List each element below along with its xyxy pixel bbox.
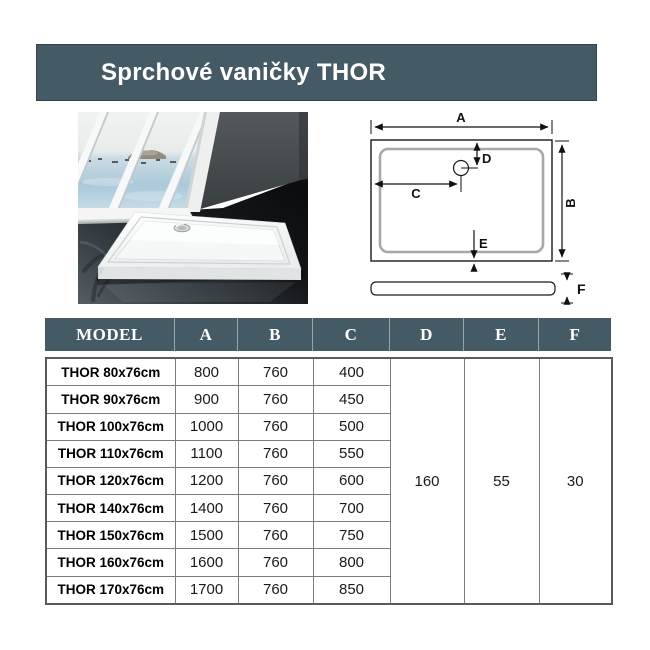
value-b: 760 [238, 576, 313, 604]
value-a: 900 [175, 386, 238, 413]
value-c: 500 [313, 413, 390, 440]
header-f: F [538, 318, 611, 351]
value-c: 700 [313, 495, 390, 522]
tray-outline [371, 140, 552, 261]
value-a: 1000 [175, 413, 238, 440]
shared-value-f: 30 [539, 358, 612, 604]
shower-tray [96, 212, 305, 285]
value-b: 760 [238, 386, 313, 413]
value-c: 850 [313, 576, 390, 604]
table-header [45, 318, 611, 351]
product-photo [78, 112, 308, 304]
dimension-diagram [358, 108, 600, 308]
header-c: C [312, 318, 389, 351]
model-cell: THOR 140x76cm [46, 495, 175, 522]
dim-label-a: A [456, 110, 466, 125]
value-a: 1600 [175, 549, 238, 576]
dim-label-c: C [411, 186, 421, 201]
model-cell: THOR 150x76cm [46, 522, 175, 549]
value-b: 760 [238, 549, 313, 576]
value-c: 750 [313, 522, 390, 549]
value-b: 760 [238, 495, 313, 522]
tray-side-profile [371, 282, 555, 295]
value-c: 400 [313, 358, 390, 386]
model-cell: THOR 80x76cm [46, 358, 175, 386]
table-row [46, 358, 612, 386]
value-b: 760 [238, 467, 313, 494]
header-b: B [237, 318, 312, 351]
value-a: 1200 [175, 467, 238, 494]
model-cell: THOR 170x76cm [46, 576, 175, 604]
value-c: 550 [313, 440, 390, 467]
value-b: 760 [238, 413, 313, 440]
model-cell: THOR 100x76cm [46, 413, 175, 440]
model-cell: THOR 160x76cm [46, 549, 175, 576]
shared-value-e: 55 [464, 358, 539, 604]
dim-label-e: E [479, 236, 488, 251]
value-c: 450 [313, 386, 390, 413]
value-a: 1500 [175, 522, 238, 549]
value-b: 760 [238, 358, 313, 386]
model-cell: THOR 90x76cm [46, 386, 175, 413]
model-cell: THOR 120x76cm [46, 467, 175, 494]
value-c: 600 [313, 467, 390, 494]
spec-table [45, 357, 613, 605]
dim-label-f: F [577, 281, 586, 297]
value-b: 760 [238, 522, 313, 549]
header-a: A [174, 318, 237, 351]
header-model: MODEL [76, 324, 143, 344]
value-b: 760 [238, 440, 313, 467]
value-a: 1400 [175, 495, 238, 522]
value-a: 1100 [175, 440, 238, 467]
value-a: 800 [175, 358, 238, 386]
dim-label-b: B [563, 198, 578, 208]
shared-value-d: 160 [390, 358, 464, 604]
model-cell: THOR 110x76cm [46, 440, 175, 467]
page-title: Sprchové vaničky THOR [36, 44, 597, 101]
header-e: E [463, 318, 538, 351]
header-d: D [389, 318, 463, 351]
value-c: 800 [313, 549, 390, 576]
value-a: 1700 [175, 576, 238, 604]
dim-label-d: D [482, 151, 492, 166]
